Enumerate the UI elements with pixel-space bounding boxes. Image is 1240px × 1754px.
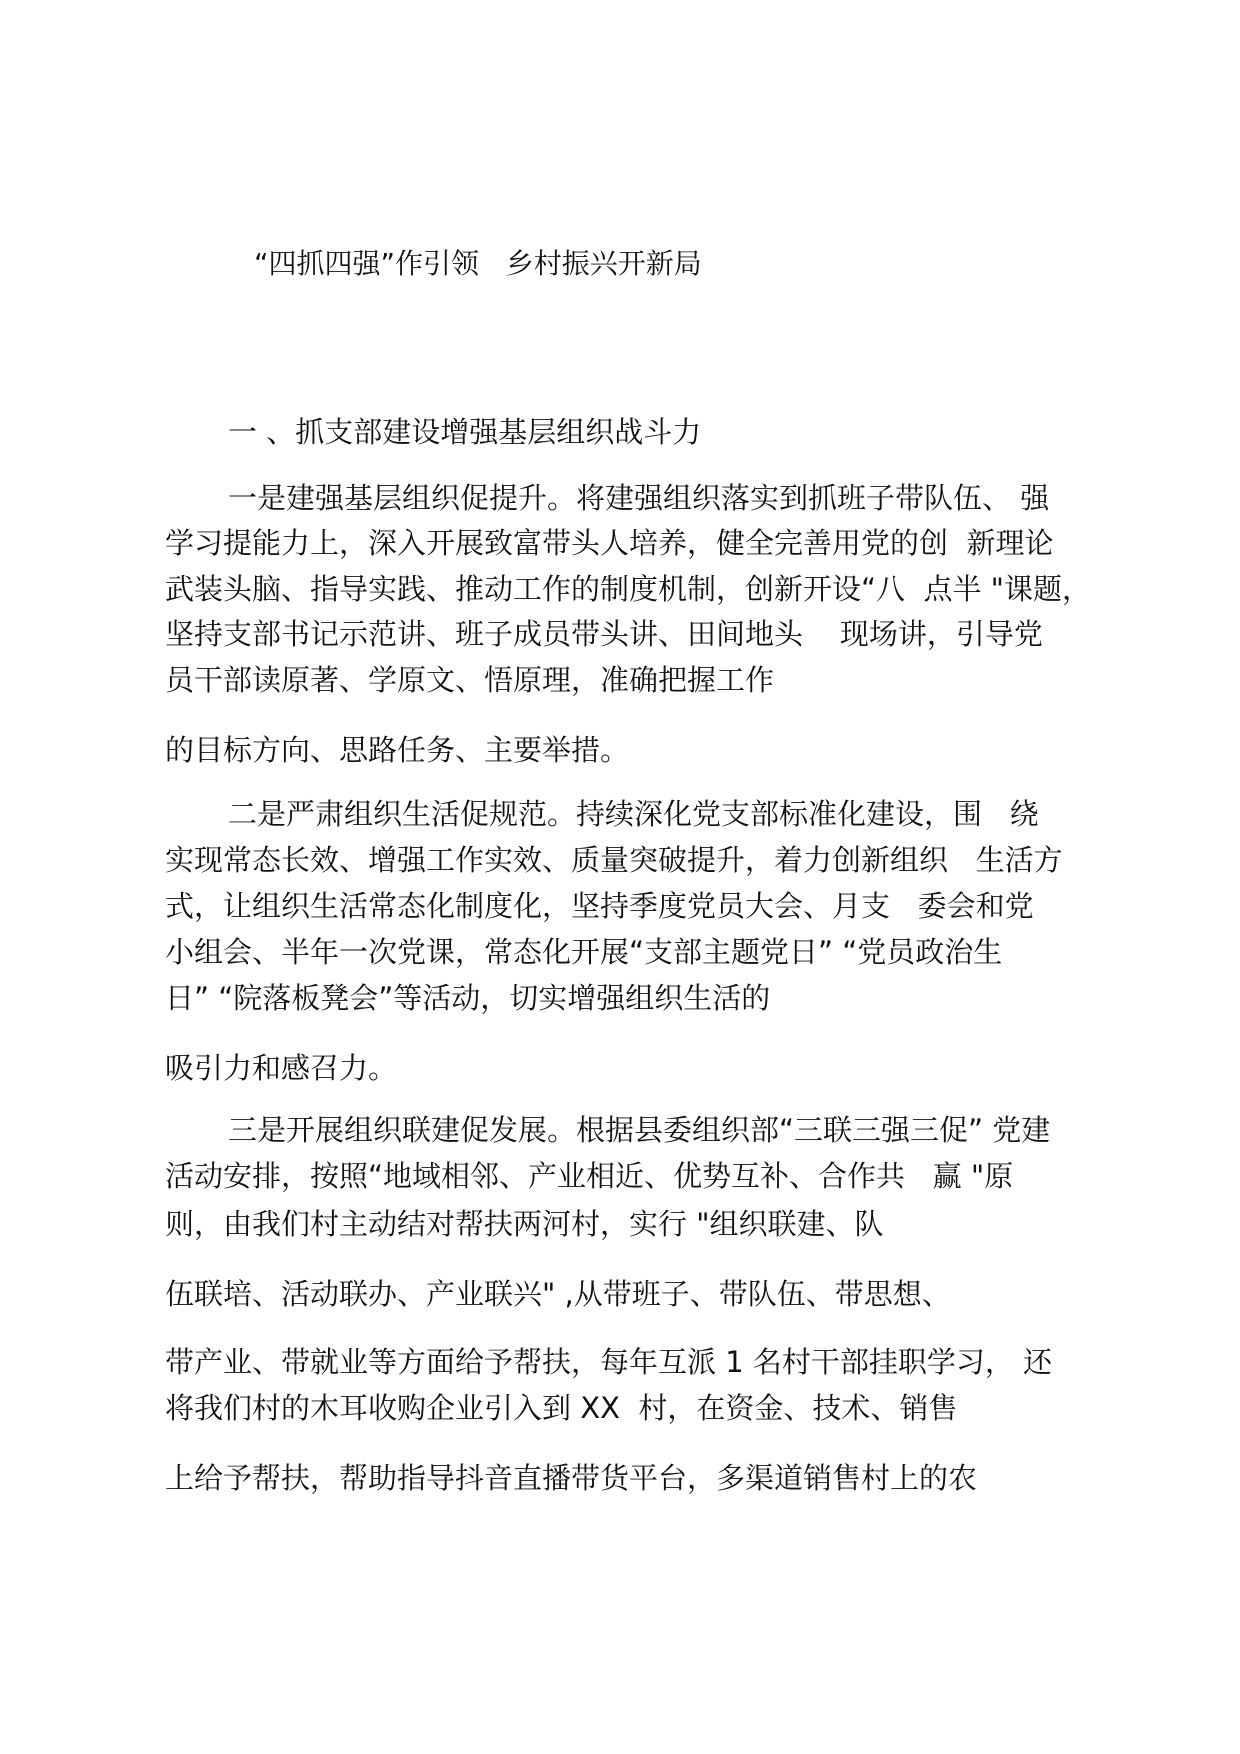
paragraph-line: 式，让组织生活常态化制度化，坚持季度党员大会、月支 委会和党: [165, 889, 1034, 923]
paragraph-line: 员干部读原著、学原文、悟原理，准确把握工作: [165, 663, 775, 697]
paragraph-line: 武装头脑、指导实践、推动工作的制度机制，创新开设“八 点半 "课题，: [165, 572, 1092, 606]
paragraph-line: 坚持支部书记示范讲、班子成员带头讲、田间地头 现场讲，引导党: [165, 617, 1043, 651]
paragraph-line: 小组会、半年一次党课，常态化开展“支部主题党日” “党员政治生: [165, 935, 1003, 969]
paragraph-line: 一是建强基层组织促提升。将建强组织落实到抓班子带队伍、 强: [228, 481, 1050, 515]
paragraph-line: 学习提能力上，深入开展致富带头人培养，健全完善用党的创 新理论: [165, 526, 1054, 560]
paragraph-line: 上给予帮扶，帮助指导抖音直播带货平台，多渠道销售村上的农: [165, 1461, 978, 1495]
paragraph-line: 吸引力和感召力。: [165, 1051, 398, 1085]
section-heading: 一 、抓支部建设增强基层组织战斗力: [228, 415, 702, 449]
paragraph-line: 则，由我们村主动结对帮扶两河村，实行 "组织联建、队: [165, 1207, 884, 1241]
paragraph-line: 实现常态长效、增强工作实效、质量突破提升，着力创新组织 生活方: [165, 843, 1063, 877]
paragraph-line: 日” “院落板凳会”等活动，切实增强组织生活的: [165, 981, 771, 1015]
paragraph-line: 伍联培、活动联办、产业联兴" ,从带班子、带队伍、带思想、: [165, 1277, 951, 1311]
paragraph-line: 二是严肃组织生活促规范。持续深化党支部标准化建设，围 绕: [228, 797, 1039, 831]
paragraph-line: 的目标方向、思路任务、主要举措。: [165, 733, 630, 767]
paragraph-line: 将我们村的木耳收购企业引入到 XX 村，在资金、技术、销售: [165, 1391, 958, 1425]
paragraph-line: 活动安排，按照“地域相邻、产业相近、优势互补、合作共 赢 "原: [165, 1159, 1014, 1193]
paragraph-line: 带产业、带就业等方面给予帮扶，每年互派 1 名村干部挂职学习， 还: [165, 1345, 1053, 1379]
paragraph-line: 三是开展组织联建促发展。根据县委组织部“三联三强三促” 党建: [228, 1113, 1051, 1147]
document-title: “四抓四强”作引领 乡村振兴开新局: [254, 247, 702, 280]
